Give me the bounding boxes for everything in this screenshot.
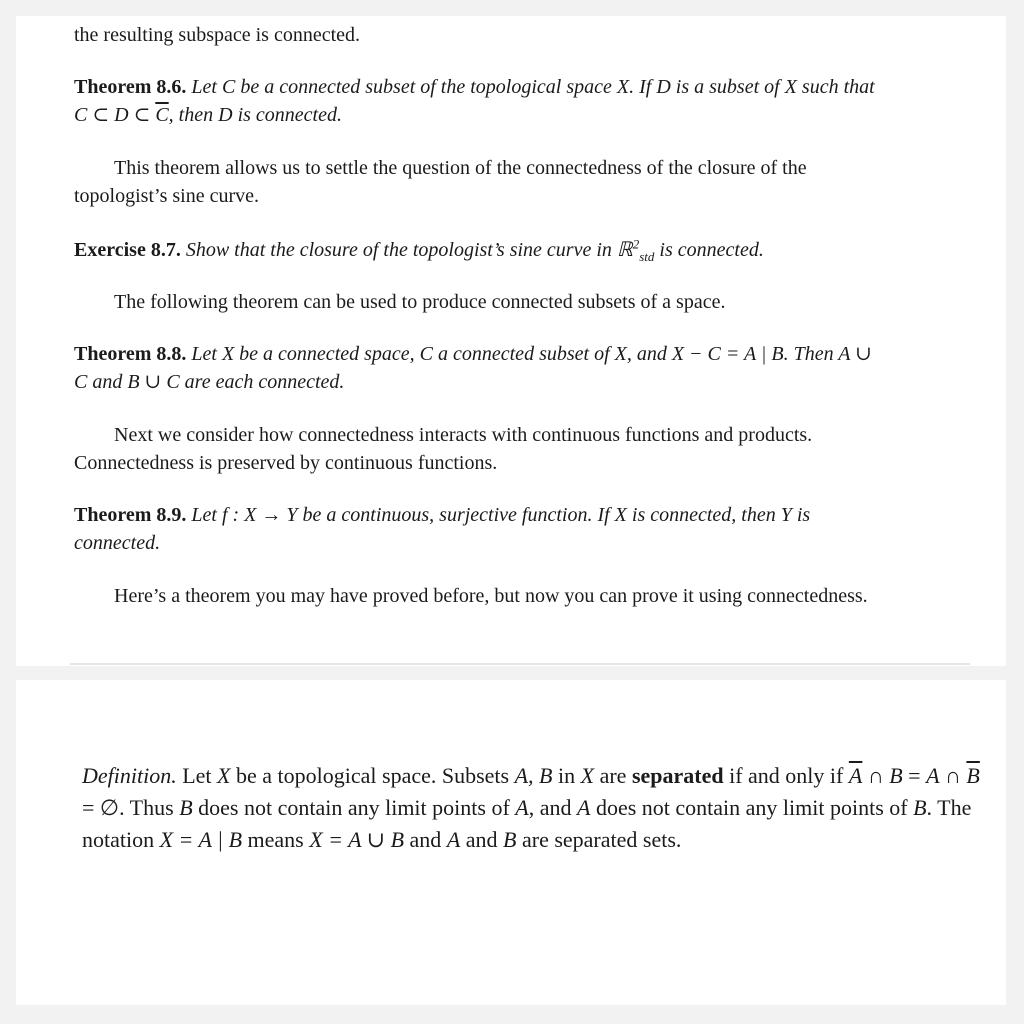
definition-label: Definition. xyxy=(82,763,177,788)
closure-a: $\overline{A}$ xyxy=(848,763,863,788)
theorem-8-6 xyxy=(74,73,886,129)
closure-c: $\overline{C}$ xyxy=(155,104,169,126)
paragraph-prove-using-connectedness: Here’s a theorem you may have proved before, but now you can prove it using connectedness. xyxy=(114,585,868,607)
paragraph-closure: This theorem allows us to settle the question of the connectedness of the closure of the topologist’s sine curve. xyxy=(74,157,807,207)
exercise-8-7-text: Show that the closure of the topologist’s sine curve in ℝ$^2_{std}$ is connected. xyxy=(185,236,764,264)
paragraph-following-theorem: The following theorem can be used to produce connected subsets of a space. xyxy=(114,291,726,313)
term-separated: separated xyxy=(631,763,724,788)
definition-excerpt xyxy=(16,680,1006,1005)
exercise-8-7-label: Exercise 8.7. xyxy=(74,239,181,261)
theorem-8-6-text: Let C be a connected subset of the topological space X. If D is a subset of X such that C ⊂ D ⊂ $\overline{C}$, then D is connected. xyxy=(74,76,875,126)
definition-separated: Definition. Let X be a topological space. Subsets A, B in X are separated if and only if $\overline{A}$ ∩ B = A ∩ $\overline{B}$ = ∅. Thus B does not contain any limit points of A, and A does not contain any limit points of B. The notation X = A | B means X = A ∪ B and A and B are separated sets. xyxy=(82,763,980,852)
paragraph-continuous-functions: Next we consider how connectedness interacts with continuous functions and products. Connectedness is preserved by continuous functions. xyxy=(74,424,813,474)
theorem-8-9 xyxy=(74,501,886,557)
top-page-excerpt xyxy=(16,16,1006,666)
theorem-8-6-label: Theorem 8.6. xyxy=(74,76,187,98)
closure-b: $\overline{B}$ xyxy=(966,763,980,788)
theorem-8-8-text: Let X be a connected space, C a connected subset of X, and X − C = A | B. Then A ∪ C and B ∪ C are each connected. xyxy=(74,343,872,393)
top-fragment: the resulting subspace is connected. xyxy=(74,24,361,46)
theorem-8-9-text: Let f : X → Y be a continuous, surjective function. If X is connected, then Y is connected. xyxy=(74,504,811,554)
theorem-8-8-label: Theorem 8.8. xyxy=(74,343,187,365)
page-edge-artifact xyxy=(70,663,970,665)
theorem-8-9-label: Theorem 8.9. xyxy=(74,504,187,526)
exercise-8-7 xyxy=(74,236,886,264)
theorem-8-8 xyxy=(74,340,886,396)
